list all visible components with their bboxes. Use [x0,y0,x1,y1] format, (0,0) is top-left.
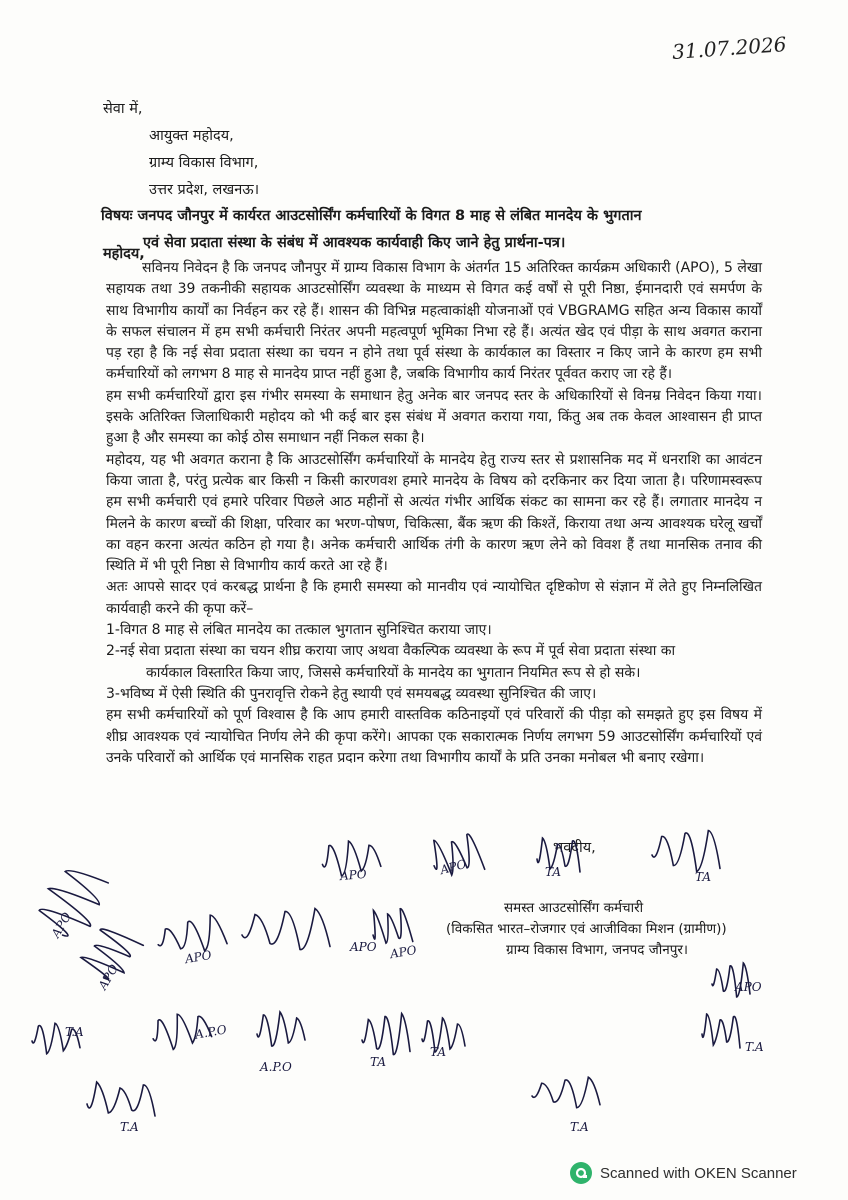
signature-role-label: APO [438,856,468,878]
letter-date: 31.07.2026 [671,32,788,64]
address-line: सेवा में, [103,101,143,117]
address-line: उत्तर प्रदेश, लखनऊ। [149,182,260,198]
subject-line: विषयः जनपद जौनपुर में कार्यरत आउटसोर्सिंग कर्मचारियों के विगत 8 माह से लंबित मानदेय के भुगतान [101,208,642,224]
signature-role-label: T.A [570,1120,589,1134]
salutation: महोदय, [103,246,145,262]
signature-role-label: TA [545,865,562,879]
handwritten-signature [360,1010,410,1069]
handwritten-signature [85,1080,155,1134]
request-item: 2-नई सेवा प्रदाता संस्था का चयन शीघ्र कराया जाए अथवा वैकल्पिक व्यवस्था के रूप में पूर्व सेवा प्रदाता संस्था का [106,643,676,660]
subject-line: एवं सेवा प्रदाता संस्था के संबंध में आवश्यक कार्यवाही किए जाने हेतु प्रार्थना-पत्र। [143,235,566,251]
sender-line: ग्राम्य विकास विभाग, जनपद जौनपुर। [506,942,689,958]
address-line: आयुक्त महोदय, [149,128,234,144]
recipient-address [103,96,259,204]
signature-role-label: TA [430,1045,447,1059]
signature-role-label: T.A [745,1040,764,1054]
handwritten-signature [420,1015,465,1059]
signature-role-label: TA [695,870,712,884]
handwritten-signature [710,960,762,1000]
handwritten-signature [650,825,720,884]
closing: भवदीय, [553,840,596,856]
handwritten-signature [320,838,380,884]
scanner-watermark [570,1160,797,1186]
handwritten-signature [85,925,135,993]
handwritten-signature [150,1010,228,1050]
body-paragraph: महोदय, यह भी अवगत कराना है कि आउटसोर्सिंग कर्मचारियों के मानदेय हेतु राज्य स्तर से प्रशासनिक मद में धनराशि का आवंटन किया जाता है, परंतु प्रत्येक बार किसी न किसी कारणवश हमारे मानदेय के विषय को दरकिनार कर दिया जाता है। परिणामस्वरूप हम सभी कर्मचारी एवं हमारे परिवार पिछले आठ महीनों से अत्यंत गंभीर आर्थिक संकट का सामना कर रहे हैं। लगातार मानदेय न मिलने के कारण बच्चों की शिक्षा, परिवार का भरण-पोषण, चिकित्सा, बैंक ऋण की किश्तें, किराया तथा अन्य आवश्यक घरेलू खर्चों का वहन करना अत्यंत कठिन हो गया है। अनेक कर्मचारी आर्थिक तंगी के कारण ऋण लेने को विवश हैं तथा मानसिक तनाव की स्थिति में भी पूरी निष्ठा से विभागीय कार्य करते आ रहे हैं। [106,451,762,575]
body-paragraph: सविनय निवेदन है कि जनपद जौनपुर में ग्राम्य विकास विभाग के अंतर्गत 15 अतिरिक्त कार्यक्रम अधिकारी (APO), 5 लेखा सहायक तथा 39 तकनीकी सहायक आउटसोर्सिंग व्यवस्था के माध्यम से विगत कई वर्षों से पूरी निष्ठा, ईमानदारी एवं समर्पण के साथ विभागीय कार्यों का निर्वहन कर रहे हैं। शासन की विभिन्न महत्वाकांक्षी योजनाओं एवं VBGRAMG सहित अन्य विकास कार्यों के सफल संचालन में हम सभी कर्मचारी निरंतर अपनी महत्वपूर्ण भूमिका निभा रहे हैं। अत्यंत खेद एवं पीड़ा के साथ अवगत कराना पड़ रहा है कि नई सेवा प्रदाता संस्था का चयन न होने तथा पूर्व संस्था के कार्यकाल का विस्तार न किए जाने के कारण हम सभी कर्मचारियों को लगभग 8 माह से मानदेय प्राप्त नहीं हुआ है, जबकि विभागीय कार्य निरंतर पूर्ववत कराए जा रहे हैं। [106,260,762,383]
handwritten-signature [700,1010,764,1054]
handwritten-signature [535,835,580,879]
body-paragraph: हम सभी कर्मचारियों द्वारा इस गंभीर समस्या के समाधान हेतु अनेक बार जनपद स्तर के अधिकारियों से विनम्र निवेदन किया गया। इसके अतिरिक्त जिलाधिकारी महोदय को भी कई बार इस संबंध में अवगत कराया गया, किंतु अब तक केवल आश्वासन ही प्राप्त हुआ है और समस्या का कोई ठोस समाधान नहीं निकल सका है। [106,387,762,447]
signature-role-label: T.A [65,1025,84,1039]
signature-role-label: A.P.O [194,1022,228,1042]
signature-role-label: T.A [120,1120,139,1134]
handwritten-signature [30,1020,84,1055]
body-paragraph: अतः आपसे सादर एवं करबद्ध प्रार्थना है कि हमारी समस्या को मानवीय एवं न्यायोचित दृष्टिकोण से संज्ञान में लेते हुए निम्नलिखित कार्यवाही करने की कृपा करें– [106,579,762,617]
handwritten-signature [370,905,418,962]
sender-line: समस्त आउटसोर्सिंग कर्मचारी [504,900,644,916]
signature-role-label: TA [370,1055,387,1069]
letter-body [106,258,762,769]
handwritten-signature [255,1010,305,1074]
signature-role-label: APO [183,947,213,967]
signature-role-label: APO [735,980,762,994]
body-paragraph: हम सभी कर्मचारियों को पूर्ण विश्वास है कि आप हमारी वास्तविक कठिनाइयों एवं परिवारों की पीड़ा को समझते हुए इस विषय में शीघ्र आवश्यक एवं न्यायोचित निर्णय लेने की कृपा करेंगे। आपका एक सकारात्मक निर्णय लगभग 59 आउटसोर्सिंग कर्मचारियों एवं उनके परिवारों को आर्थिक एवं मानसिक राहत प्रदान करेगा तथा विभागीय कार्यों के प्रति उनका मनोबल भी बनाए रखेगा। [106,707,762,766]
signature-role-label: APO [339,866,368,884]
signature-role-label: APO [48,909,74,941]
letter-subject [101,203,741,257]
handwritten-signature [430,830,480,880]
signature-role-label: APO [388,942,418,962]
scanner-logo-icon [570,1162,592,1184]
handwritten-signature [240,905,377,955]
request-item-continued: कार्यकाल विस्तारित किया जाए, जिससे कर्मचारियों के मानदेय का भुगतान नियमित रूप से हो सके। [146,664,641,681]
request-item: 1-विगत 8 माह से लंबित मानदेय का तत्काल भुगतान सुनिश्चित कराया जाए। [106,622,492,639]
handwritten-signature [530,1075,600,1134]
signature-role-label: APO [350,940,377,954]
address-line: ग्राम्य विकास विभाग, [149,155,259,171]
scanner-text: Scanned with OKEN Scanner [600,1164,797,1182]
sender-line: (विकसित भारत–रोजगार एवं आजीविका मिशन (ग्रामीण)) [446,921,727,937]
request-item: 3-भविष्य में ऐसी स्थिति की पुनरावृत्ति रोकने हेतु स्थायी एवं समयबद्ध व्यवस्था सुनिश्चित की जाए। [106,685,597,702]
signature-role-label: APO [95,961,121,993]
signature-role-label: A.P.O [260,1060,292,1074]
handwritten-signature [155,915,225,967]
